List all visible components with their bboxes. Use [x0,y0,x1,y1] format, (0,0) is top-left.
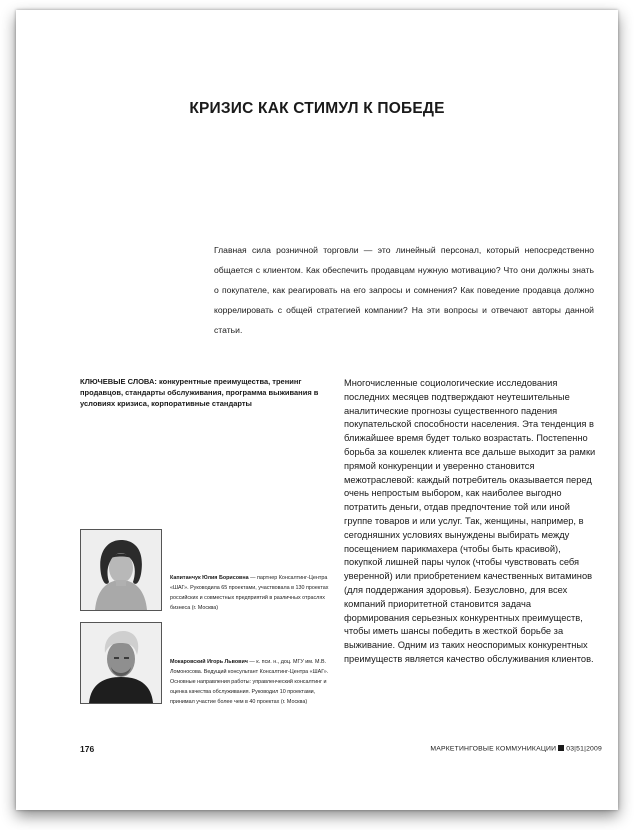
author-bio-1 [170,573,340,613]
author-text-1: — партнер Консалтинг-Центра «ШАГ». Руководила 65 проектами, участвовала в 130 проектах российских и совместных предприятий в различных отраслях бизнеса (г. Москва) [170,575,329,611]
article-lead: Главная сила розничной торговли — это линейный персонал, который непосредственно общается с клиентом. Как обеспечить продавцам нужную мотивацию? Что они должны знать о покупателе, как реагировать на его запросы и сомнения? Как поведение продавца должно коррелировать с общей стратегией компании? На эти вопросы и отвечают авторы данной статьи. [214,245,594,335]
magazine-page [16,10,618,810]
man-portrait-image [81,623,161,703]
author-name-1: Капитанчук Юлия Борисовна [170,575,249,581]
article-title: КРИЗИС КАК СТИМУЛ К ПОБЕДЕ [189,100,445,117]
author-bio-2 [170,657,340,707]
magazine-footer [430,745,602,753]
woman-portrait-image [81,530,161,610]
keywords-block: КЛЮЧЕВЫЕ СЛОВА: конкурентные преимущества, тренинг продавцов, стандарты обслуживания, программа выживания в условиях кризиса, корпоративные стандарты [80,377,319,408]
author-photo-1 [80,529,162,611]
magazine-name: МАРКЕТИНГОВЫЕ КОММУНИКАЦИИ [430,745,557,753]
author-text-2: — к. пси. н., доц. МГУ им. М.В. Ломоносова. Ведущий консультант Консалтинг-Центра «ШАГ». Основные направления работы: управленческий консалтинг и оценка качества обслуживания. Руководил 10 проектами, принимал участие более чем в 40 проектах (г. Москва) [170,659,329,705]
author-name-2: Мокаровский Игорь Львович [170,659,248,665]
article-body: Многочисленные социологические исследования последних месяцев подтверждают неутешительные аналитические прогнозы существенного падения покупательской способности населения. Эта тенденция в ближайшее время будет только возрастать. Постепенно борьба за кошелек клиента все дальше выходит за рамки прямой конкуренции и уверенно становится межотраслевой: каждый потребитель оказывается перед очень непростым выбором, как наиболее выгодно потратить деньги, отдав предпочтение той или иной группе товаров и или услуг. Так, женщины, например, в сегодняшних условиях вынуждены выбирать между посещением парикмахера (чтобы быть красивой), покупкой лишней пары чулок (чтобы чувствовать себя уверенной) или приобретением качественных витаминов (для поддержания здоровья). Безусловно, для всех компаний приоритетной становится задача формирования серьезных конкурентных преимуществ, чтобы иметь шансы победить в жесткой борьбе за выживание. Одним из таких неоспоримых конкурентных преимуществ является качество обслуживания клиентов. [344,378,596,664]
page-number: 176 [80,744,95,754]
author-photo-2 [80,622,162,704]
issue-number: 03|51|2009 [566,745,602,753]
square-bullet-icon [558,745,564,751]
